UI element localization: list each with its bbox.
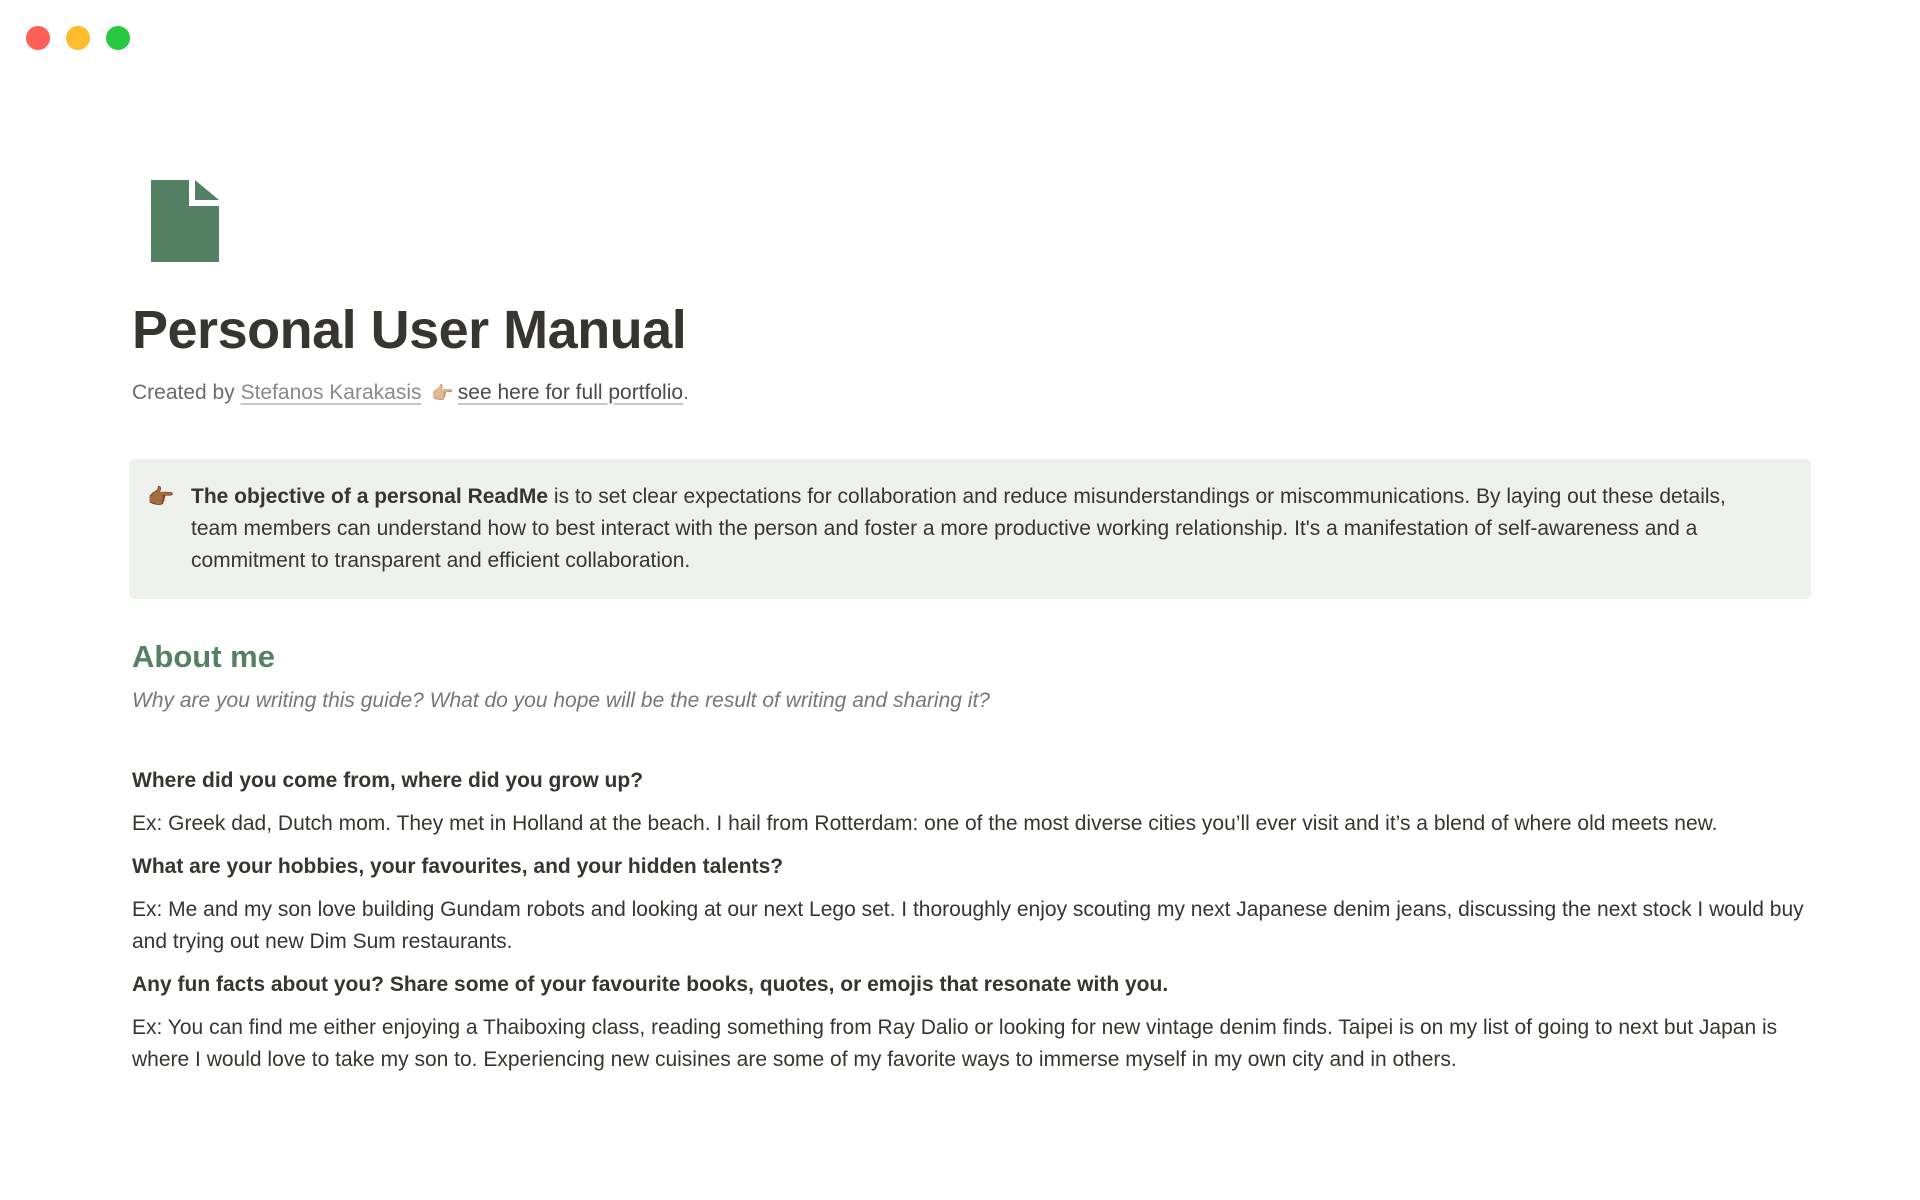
byline-prefix: Created by bbox=[132, 380, 235, 404]
callout-bold-text: The objective of a personal ReadMe bbox=[191, 484, 549, 508]
byline bbox=[132, 381, 1812, 405]
maximize-window-button[interactable] bbox=[106, 26, 130, 50]
byline-suffix: . bbox=[683, 380, 689, 404]
document-icon[interactable] bbox=[151, 180, 219, 262]
section-subtitle: Why are you writing this guide? What do you hope will be the result of writing and sharing it? bbox=[132, 688, 990, 712]
page-content bbox=[132, 180, 1812, 1076]
question-text: What are your hobbies, your favourites, and your hidden talents? bbox=[132, 854, 784, 878]
answer-text: Ex: You can find me either enjoying a Thaiboxing class, reading something from Ray Dalio or looking for new vintage denim finds. Taipei is on my list of going to next but Japan is where I would love to take my son to. Experiencing new cuisines are some of my favorite ways to immerse myself in my own city and in others. bbox=[132, 1015, 1778, 1071]
section-heading-about-me[interactable]: About me bbox=[132, 638, 275, 674]
callout-block[interactable] bbox=[129, 459, 1811, 599]
callout-body-text: is to set clear expectations for collaboration and reduce misunderstandings or miscommunications. By laying out these details, team members can understand how to best interact with the person and foster a more productive working relationship. It's a manifestation of self-awareness and a commitment to transparent and efficient collaboration. bbox=[191, 484, 1726, 572]
window-controls bbox=[26, 26, 130, 50]
close-window-button[interactable] bbox=[26, 26, 50, 50]
qa-list bbox=[132, 765, 1812, 1076]
minimize-window-button[interactable] bbox=[66, 26, 90, 50]
answer-text: Ex: Greek dad, Dutch mom. They met in Holland at the beach. I hail from Rotterdam: one of the most diverse cities you’ll ever visit and it’s a blend of where old meets new. bbox=[132, 811, 1718, 835]
page-title[interactable]: Personal User Manual bbox=[132, 300, 687, 360]
pointing-hand-icon[interactable]: 👉🏾 bbox=[147, 483, 175, 509]
question-text: Where did you come from, where did you grow up? bbox=[132, 768, 644, 792]
portfolio-link[interactable]: see here for full portfolio bbox=[457, 380, 684, 404]
question-text: Any fun facts about you? Share some of your favourite books, quotes, or emojis that resonate with you. bbox=[132, 972, 1169, 996]
author-link[interactable]: Stefanos Karakasis bbox=[240, 380, 422, 404]
answer-text: Ex: Me and my son love building Gundam robots and looking at our next Lego set. I thoroughly enjoy scouting my next Japanese denim jeans, discussing the next stock I would buy and trying out new Dim Sum restaurants. bbox=[132, 897, 1804, 953]
callout-text bbox=[191, 481, 1771, 577]
pointing-hand-icon: 👉🏼 bbox=[431, 382, 454, 403]
